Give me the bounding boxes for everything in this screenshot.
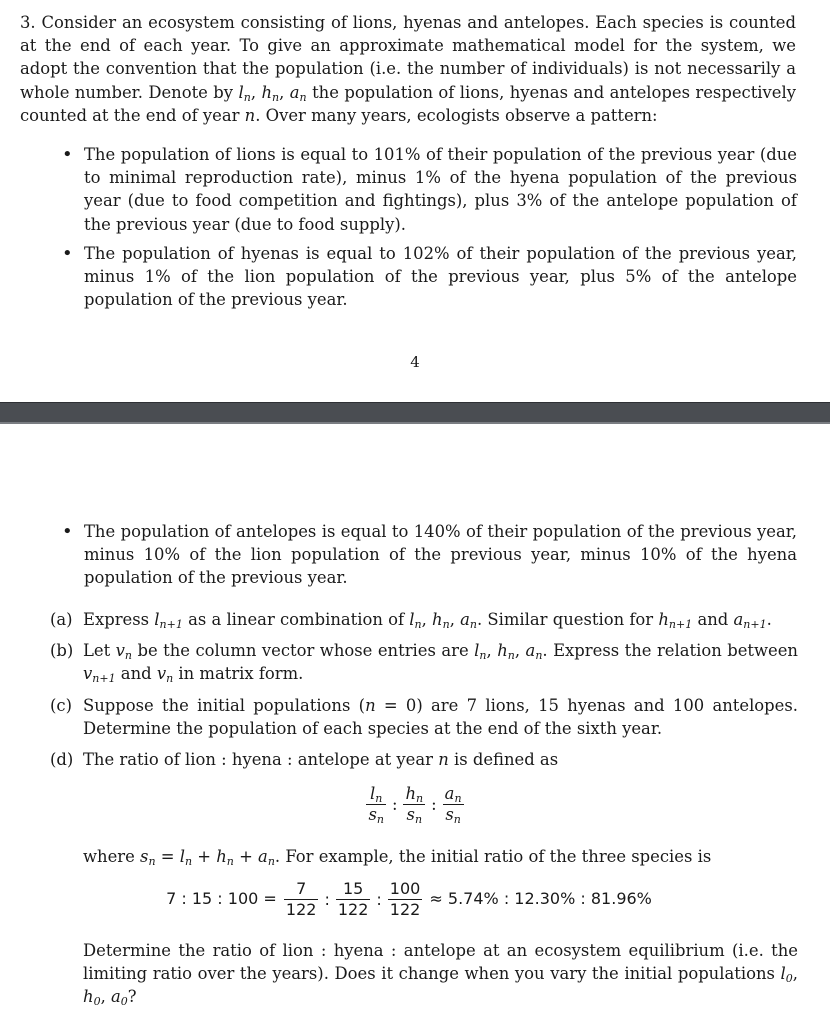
- part-a-label: (a): [50, 610, 73, 629]
- frac-hyena: $\frac{h_n}{s_n}$: [405, 784, 424, 826]
- part-d-label: (d): [50, 750, 74, 770]
- eq-approx: ≈ 5.74% : 12.30% : 81.96%: [429, 889, 652, 908]
- bullet-antelopes: • The population of antelopes is equal to 140% of their population of the previous year, minus 10% of the lion population of the previous year, minus 10% of the hyena population of the previous year.: [62, 520, 797, 590]
- where-text-2: . For example, the initial ratio of the three species is: [274, 847, 712, 866]
- eq-num-2: 15: [336, 879, 371, 900]
- part-b-text-4: and: [120, 664, 152, 684]
- initial-ratio-equation: 7 : 15 : 100 = $\frac{7}{122}$ : $\frac{15}{122}$ : $\frac{100}{122}$ ≈ 5.74% : 12.30% : 81.96%: [166, 879, 652, 919]
- bullet-lions: • The population of lions is equal to 101% of their population of the previous year (due to minimal reproduction rate), minus 1% of the hyena population of the previous year (due to food competition and fightings), plus 3% of the antelope population of the previous year (due to food supply).: [62, 143, 797, 236]
- part-c-text-1: Suppose the initial populations (: [83, 695, 366, 715]
- eq-num-3: 100: [389, 879, 421, 898]
- part-b-text-5: in matrix form.: [178, 664, 304, 684]
- part-d-question: Determine the ratio of lion : hyena : antelope at an ecosystem equilibrium (i.e. the limiting ratio over the years). Does it change when you vary the initial populations $l_0$, $h_0$, $a_0$?: [83, 941, 798, 1009]
- part-d-text-1: The ratio of lion : hyena : antelope at year: [83, 750, 433, 770]
- eq-left: 7 : 15 : 100 =: [166, 889, 277, 908]
- part-d: (d) The ratio of lion : hyena : antelope at year n is defined as: [50, 748, 798, 771]
- part-c-label: (c): [50, 695, 72, 715]
- part-c: (c) Suppose the initial populations (n = 0) are 7 lions, 15 hyenas and 100 antelopes. Determine the population of each species at the end of the sixth year.: [50, 695, 798, 738]
- part-d-question-text: Determine the ratio of lion : hyena : antelope at an ecosystem equilibrium (i.e. the limiting ratio over the years). Does it change when you vary the initial populations: [83, 941, 798, 984]
- part-a-text-2: as a linear combination of: [188, 610, 405, 629]
- bullet-hyenas: • The population of hyenas is equal to 102% of their population of the previous year, minus 1% of the lion population of the previous year, plus 5% of the antelope population of the previous year.: [62, 242, 797, 312]
- question-intro: 3. Consider an ecosystem consisting of lions, hyenas and antelopes. Each species is counted at the end of each year. To give an approximate mathematical model for the system, we adopt the convention that the population (i.e. the number of individuals) is not necessarily a whole number. Denote by $l_n$, $h_n$, $a_n$ the population of lions, hyenas and antelopes respectively counted at the end of year n. Over many years, ecologists observe a pattern:: [20, 13, 797, 125]
- part-b-text-2: be the column vector whose entries are: [137, 641, 469, 661]
- question-number: 3.: [20, 13, 36, 32]
- page-lower: [0, 424, 830, 1024]
- intro-text-end: . Over many years, ecologists observe a pattern:: [255, 105, 658, 125]
- intro-text-tail: the population of lions, hyenas and antelopes respectively counted at the end of year: [20, 82, 797, 125]
- eq-den-3: 122: [389, 900, 421, 919]
- part-a-text-4: and: [697, 610, 729, 629]
- part-b-label: (b): [50, 641, 74, 661]
- part-b-text-3: . Express the relation between: [542, 641, 798, 661]
- eq-den-1: 122: [285, 900, 317, 919]
- where-text: where: [83, 847, 135, 866]
- where-line: where $s_n = l_n + h_n + a_n$. For example, the initial ratio of the three species is: [83, 847, 712, 868]
- part-b-text-1: Let: [83, 641, 111, 661]
- part-a-text-1: Express: [83, 610, 150, 629]
- eq-den-2: 122: [337, 900, 369, 919]
- part-d-text-2: is defined as: [453, 750, 559, 770]
- page-upper: [0, 0, 830, 402]
- ratio-definition: $\frac{l_n}{s_n}$ : $\frac{h_n}{s_n}$ : $\frac{a_n}{s_n}$: [368, 784, 462, 826]
- part-b: (b) Let $v_n$ be the column vector whose entries are $l_n$, $h_n$, $a_n$. Express the relation between $v_{n+1}$ and $v_n$ in matrix form.: [50, 641, 798, 686]
- frac-lion: $\frac{l_n}{s_n}$: [368, 784, 384, 826]
- part-a-text-3: . Similar question for: [476, 610, 654, 629]
- page-number: 4: [410, 353, 420, 371]
- frac-antelope: $\frac{a_n}{s_n}$: [444, 784, 462, 826]
- bullet-list-upper: [62, 143, 797, 311]
- intro-text: Consider an ecosystem consisting of lions, hyenas and antelopes. Each species is counted at the end of each year. To give an approximate mathematical model for the system, we adopt the convention that the population (i.e. the number of individuals) is not necessarily a whole number. Denote by: [20, 13, 796, 102]
- bullet-list-lower: [62, 520, 797, 590]
- part-c-text-2: = 0) are 7 lions, 15 hyenas and 100 antelopes. Determine the population of each species at the end of the sixth year.: [83, 695, 798, 738]
- part-a: (a) Express $l_{n+1}$ as a linear combination of $l_n$, $h_n$, $a_n$. Similar question for $h_{n+1}$ and $a_{n+1}$.: [50, 610, 772, 631]
- question-parts: [50, 608, 798, 771]
- page-separator: [0, 402, 830, 424]
- eq-num-1: 7: [284, 879, 319, 900]
